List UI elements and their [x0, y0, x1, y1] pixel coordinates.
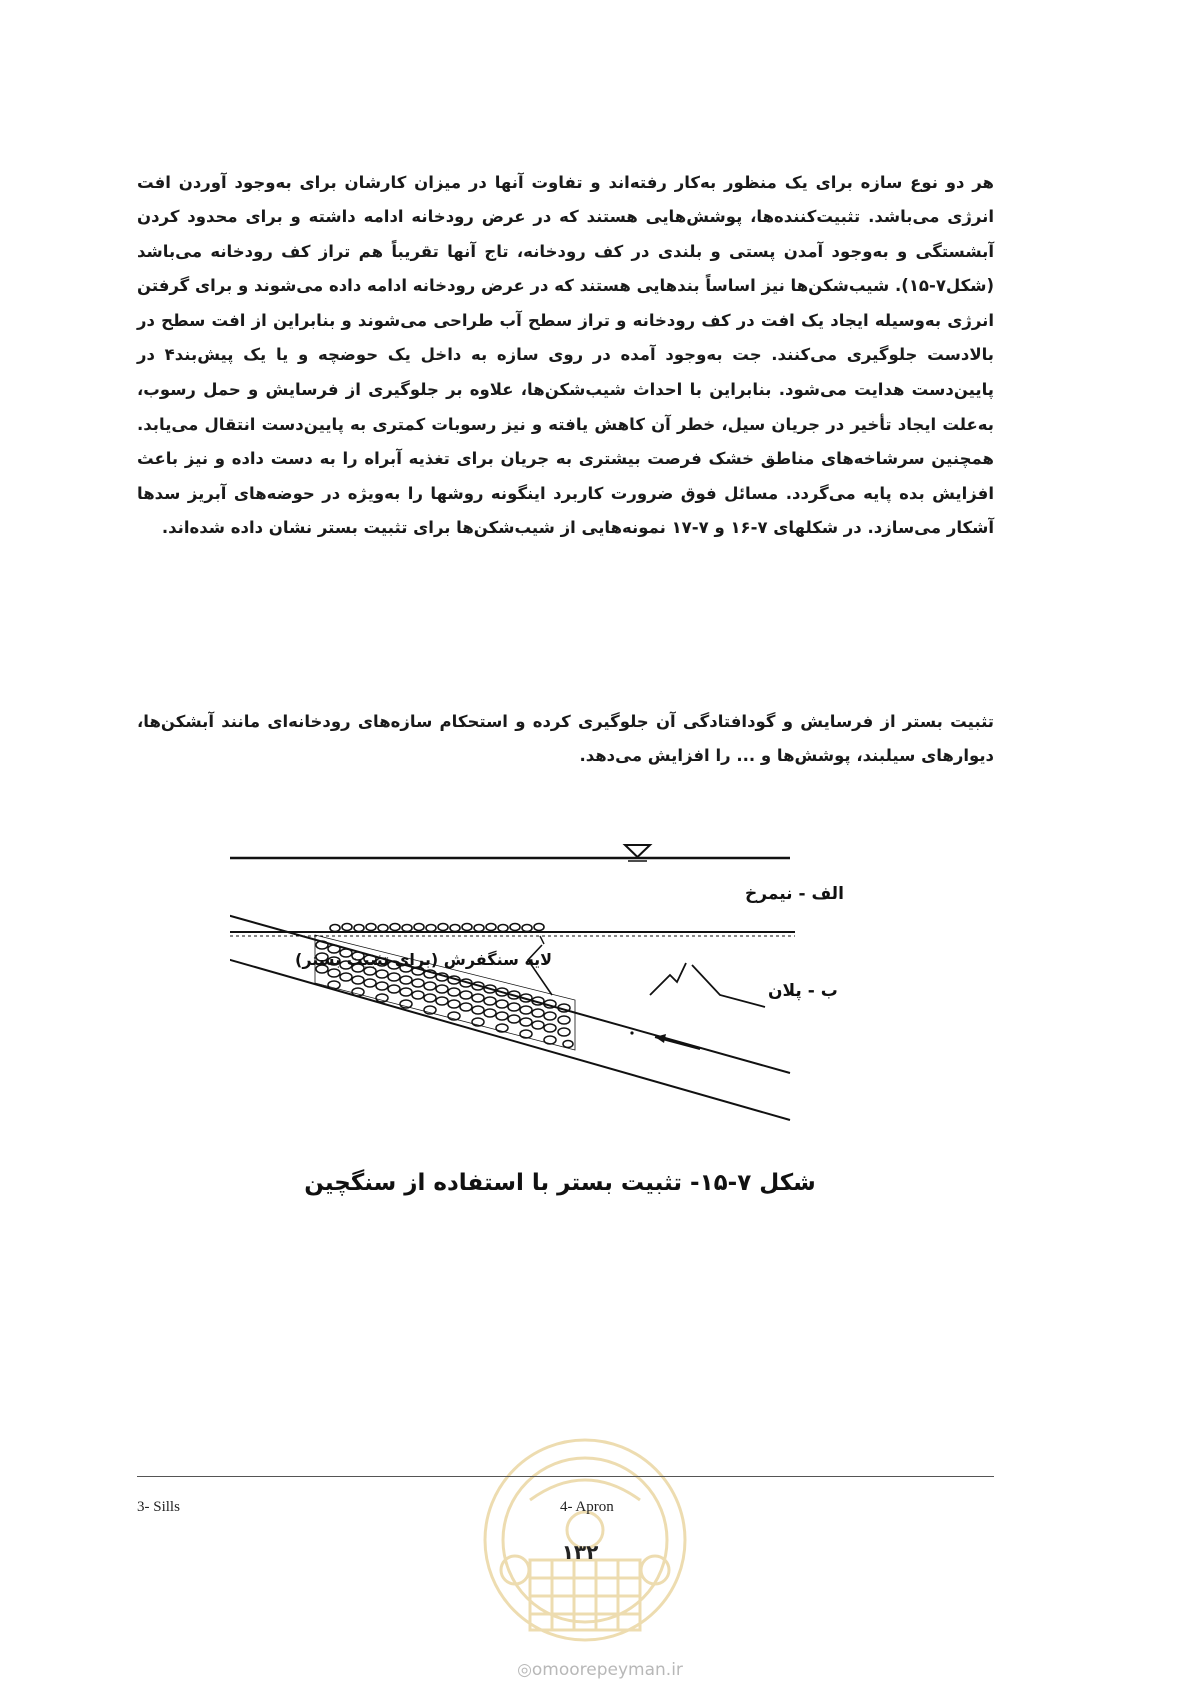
flow-arrow-icon: [630, 1031, 700, 1049]
figure-caption: شکل ۷-۱۵- تثبیت بستر با استفاده از سنگچین: [304, 1170, 816, 1196]
footnote-4: 4- Apron: [560, 1499, 614, 1515]
page-number: ۱۳۲: [561, 1540, 599, 1564]
watermark-site-text: ◎omoorepeyman.ir: [517, 1660, 683, 1680]
body-paragraph-1: هر دو نوع سازه برای یک منظور به‌کار رفته‌اند و تفاوت آنها در میزان کارشان برای به‌وجود آوردن افت انرژی می‌باشد. تثبیت‌کننده‌ها، پوشش‌هایی هستند که در عرض رودخانه ادامه داشته و برای محدود کردن آبشستگی و به‌وجود آمدن پستی و بلندی در کف رودخانه، تاج آنها تقریباً هم تراز کف رودخانه می‌باشد (شکل۷-۱۵). شیب‌شکن‌ها نیز اساساً بندهایی هستند که در عرض رودخانه ادامه داده می‌شوند و برای گرفتن انرژی به‌وسیله ایجاد یک افت در کف رودخانه و تراز سطح آب طراحی می‌شوند و بنابراین از افت سطح در بالادست جلوگیری می‌کنند. جت به‌وجود آمده در روی سازه به داخل یک حوضچه و یا یک پیش‌بند۴ در پایین‌دست هدایت می‌شود. بنابراین با احداث شیب‌شکن‌ها، علاوه بر جلوگیری از فرسایش و حمل رسوب، به‌علت ایجاد تأخیر در جریان سیل، خطر آن کاهش یافته و نیز رسوبات کمتری به پایین‌دست انتقال می‌یابد. همچنین سرشاخه‌های مناطق خشک فرصت بیشتری به جریان برای تغذیه آبراه را به دست داده و نیز باعث افزایش بده پایه می‌گردد. مسائل فوق ضرورت کاربرد اینگونه روشها را به‌ویژه در حوضه‌های آبریز سدها آشکار می‌سازد. در شکلهای ۷-۱۶ و ۷-۱۷ نمونه‌هایی از شیب‌شکن‌ها برای تثبیت بستر نشان داده شده‌اند.: [137, 172, 994, 538]
footnote-separator: [137, 1476, 994, 1477]
label-profile: الف - نیمرخ: [745, 884, 844, 904]
body-paragraph-2: تثبیت بستر از فرسایش و گودافتادگی آن جلوگیری کرده و استحکام سازه‌های رودخانه‌ای مانند آبشکن‌ها، دیوارهای سیلبند، پوشش‌ها و ... را افزایش می‌دهد.: [137, 711, 994, 766]
label-plan: ب - پلان: [768, 981, 838, 1001]
label-stone-layer: لایه سنگفرش (برای تثبیت بستر): [295, 950, 553, 969]
footnote-3: 3- Sills: [137, 1499, 180, 1515]
globe-icon: ◎: [517, 1660, 532, 1680]
